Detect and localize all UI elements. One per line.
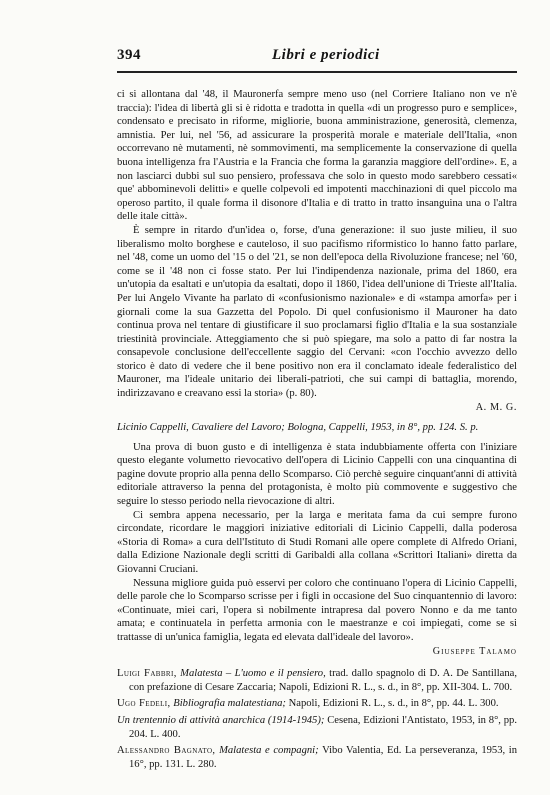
entry-details: Napoli, Edizioni R. L., s. d., in 8°, pp. 44. L. 300. xyxy=(288,698,499,709)
review-paragraph: ci si allontana dal '48, il Mauronerfa sempre meno uso (nel Corriere Italiano non ve n'è traccia): l'idea di libertà gli si è ridotta e tradotta in quella «di un progresso puro e semplice», condensato e precisato in riforme, migliorie, buona amministrazione, generosità, clemenza, amnistia. Per lui, nel '56, ad assicurare la prosperità morale e materiale dell'Italia, «non occorrevano nè mutamenti, nè sommovimenti, ma semplicemente la conservazione di quella buona intelligenza fra l'Austria e la Francia che forma la garanzia maggiore dell'ordine». E, a non lasciarci dubbi sul suo pensiero, professava che solo in questo modo sarebbero cessati« que' abbominevoli delitti» e quelle colpevoli ed impotenti macchinazioni di quel piccolo ma operoso partito, il quale forma il disonore d'Italia e di tratto in tratto insanguina una o l'altra delle itale città». xyxy=(117,89,517,223)
section-title: Libri e periodici xyxy=(272,47,380,63)
running-head xyxy=(117,47,517,69)
review-paragraph: Ci sembra appena necessario, per la larga e meritata fama da cui sempre furono circondate, ricordare le maggiori iniziative editoriali di Licinio Cappelli, dalla poderosa «Storia di Roma» a cura dell'Istituto di Studi Romani alle opere complete di Alfredo Oriani, dalla Edizione Nazionale degli scritti di Garibaldi alla collana «Scrittori Italiani» diretta da Giovanni Cruciani. xyxy=(117,509,517,575)
entry-title: Bibliografia malatestiana; xyxy=(173,698,286,709)
entry-author: Ugo Fedeli, xyxy=(117,698,171,709)
review-mauroner xyxy=(117,88,517,413)
header-rule xyxy=(117,71,517,73)
bibliography-entry xyxy=(117,744,517,771)
entry-details: trad. dallo spagnolo di D. A. De Santillana, con prefazione di Cesare Zaccaria; Napoli, Edizioni R. L., s. d., in 8°, pp. XII-304. L. 700. xyxy=(129,668,518,693)
entry-author: Luigi Fabbri, xyxy=(117,668,177,679)
review-heading: Licinio Cappelli, Cavaliere del Lavoro; Bologna, Cappelli, 1953, in 8°, pp. 124. S. p. xyxy=(117,422,479,433)
entry-title: Malatesta – L'uomo e il pensiero, xyxy=(180,668,326,679)
review-signature: A. M. G. xyxy=(475,401,517,413)
entry-title: Malatesta e compagni; xyxy=(219,745,319,756)
review-cappelli xyxy=(117,421,517,657)
entry-details: Vibo Valentia, Ed. La perseveranza, 1953, in 16°, pp. 131. L. 280. xyxy=(129,745,517,770)
page-number: 394 xyxy=(117,47,141,63)
entry-details: Cesena, Edizioni l'Antistato, 1953, in 8°, pp. 204. L. 400. xyxy=(129,715,517,740)
entry-author: Alessandro Bagnato, xyxy=(117,745,216,756)
review-paragraph: Una prova di buon gusto e di intelligenza è stata indubbiamente offerta con l'iniziare questo elegante volumetto rievocativo dell'opera di Licinio Cappelli con una cinquantina di pagine dovute proprio alla penna dello Scomparso. Ciò perchè seguire cinquant'anni di attività editoriale attraverso la penna del protagonista, è molto più commovente e suggestivo che seguire lo stesso periodo nella rievocazione di altri. xyxy=(117,441,517,507)
review-paragraph: Nessuna migliore guida può esservi per coloro che continuano l'opera di Licinio Cappelli, delle parole che lo Scomparso scrisse per i figli in occasione del Suo cinquantennio di lavoro: «Continuate, miei cari, l'opera sì nobilmente intrapresa dal povero Nonno e da me tanto amata; e continuatela in perfetta armonia con le maestranze e coi impiegati, come se si trattasse di un'unica famiglia, legata ed elevata dall'ideale del lavoro». xyxy=(117,577,517,643)
review-signature: Giuseppe Talamo xyxy=(432,645,517,657)
entry-title: Un trentennio di attività anarchica (1914-1945); xyxy=(117,715,325,726)
bibliography-entry xyxy=(117,714,517,741)
bibliography-entry xyxy=(117,697,517,711)
review-paragraph: È sempre in ritardo d'un'idea o, forse, d'una generazione: il suo juste milieu, il suo liberalismo molto borghese e cauteloso, il suo pacifismo riformistico lo hanno fatto parlare, nel '48, come un uomo del '15 o del '21, se non dell'epoca della Rivoluzione francese; nel '60, come se il '48 non ci fosse stato. Per lui l'indipendenza nazionale, prima del 1860, era un'utopia da esaltati e un'utopia da esaltati, dopo il 1860, l'idea dell'unione di Trieste all'Italia. Per lui Angelo Vivante ha parlato di «confusionismo nazionale» e di «stampa amorfa» per i giornali come la sua Gazzetta del Popolo. Di quel confusionismo il Mauroner ha dato continua prova nel tentare di giustificare il suo proclamarsi figlio d'Italia e la sua sostanziale triestinità provinciale. Atteggiamento che si può spiegare, ma solo a patto di far nostra la consapevole conclusione dell'eccellente saggio del Cervani: «con l'occhio avvezzo dello storico è dato di vedere che il bene positivo non era il conclamato ideale federalistico del Mauroner, ma l'ideale unitario dei liberali-patrioti, che sui campi di battaglia, morendo, indirizzavano e creavano essi la storia» (p. 80). xyxy=(117,224,517,400)
bibliography-entry xyxy=(117,667,517,694)
